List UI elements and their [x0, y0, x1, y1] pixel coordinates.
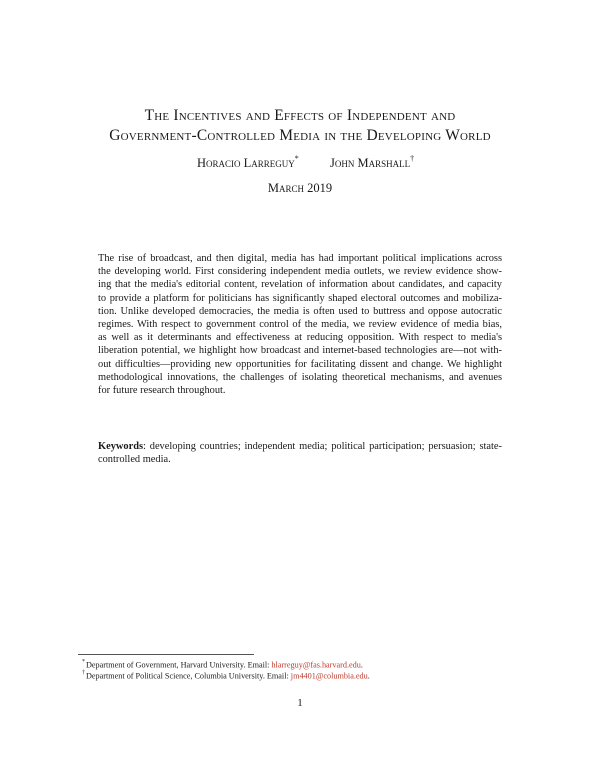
footnote-2-text: Department of Political Science, Columbia University. Email:	[86, 671, 291, 681]
footnote-divider	[78, 654, 254, 655]
footnote-1-end: .	[360, 660, 363, 670]
abstract	[98, 252, 502, 397]
abstract-line: liberation potential, we highlight how broadcast and internet-based technologies are—not with-	[98, 345, 502, 357]
keywords-text-2: controlled media.	[98, 454, 171, 466]
footnote-2-email-link[interactable]: jm4401@columbia.edu	[290, 671, 368, 681]
author-2-mark: †	[410, 154, 415, 163]
author-2	[330, 155, 414, 171]
footnote-2-end: .	[367, 671, 370, 681]
author-list	[0, 155, 600, 175]
publication-date: March 2019	[267, 181, 333, 195]
author-2-name: John Marshall	[330, 156, 411, 171]
abstract-line: to provide a platform for politicians has significantly shaped electoral outcomes and mobiliza-	[98, 292, 502, 304]
keywords	[98, 440, 502, 466]
abstract-line: for future research throughout.	[98, 385, 226, 397]
abstract-line: as well as it determinants and effectiveness at reducing opposition. With respect to media's	[98, 332, 502, 344]
abstract-line: the developing world. First considering independent media outlets, we review evidence show-	[98, 266, 502, 278]
paper-title-line-2: Government-Controlled Media in the Developing World	[109, 127, 491, 144]
keywords-text-1: : developing countries; independent media; political participation; persuasion; state-	[143, 441, 502, 452]
author-1-mark: *	[294, 154, 299, 163]
author-1	[197, 155, 299, 171]
page-number: 1	[297, 697, 303, 709]
footnote-1-mark: *	[82, 659, 85, 665]
keywords-line-1	[98, 440, 502, 453]
footnote-1-text: Department of Government, Harvard University. Email:	[86, 660, 272, 670]
abstract-line: methodological innovations, the challenges of isolating theoretical mechanisms, and avenues	[98, 371, 502, 383]
footnote-1-email-link[interactable]: hlarreguy@fas.harvard.edu	[271, 660, 361, 670]
abstract-line: The rise of broadcast, and then digital, media has had important political implications across	[98, 253, 502, 264]
keywords-label: Keywords	[98, 441, 144, 452]
paper-title-line-1: The Incentives and Effects of Independent and	[144, 107, 456, 124]
abstract-line: ing that the media's editorial content, revelation of information about candidates, and capacity	[98, 279, 502, 291]
footnote-2-mark: †	[82, 670, 85, 676]
footnote-2	[82, 669, 370, 682]
author-1-name: Horacio Larreguy	[197, 156, 295, 171]
abstract-line: out difficulties—providing new opportunities for facilitating dissent and change. We highlight	[98, 358, 502, 370]
abstract-line: regimes. With respect to government control of the media, we review evidence of media bias,	[98, 319, 502, 331]
abstract-line: tion. Unlike developed democracies, the media is often used to buttress and oppose autocratic	[98, 305, 502, 317]
